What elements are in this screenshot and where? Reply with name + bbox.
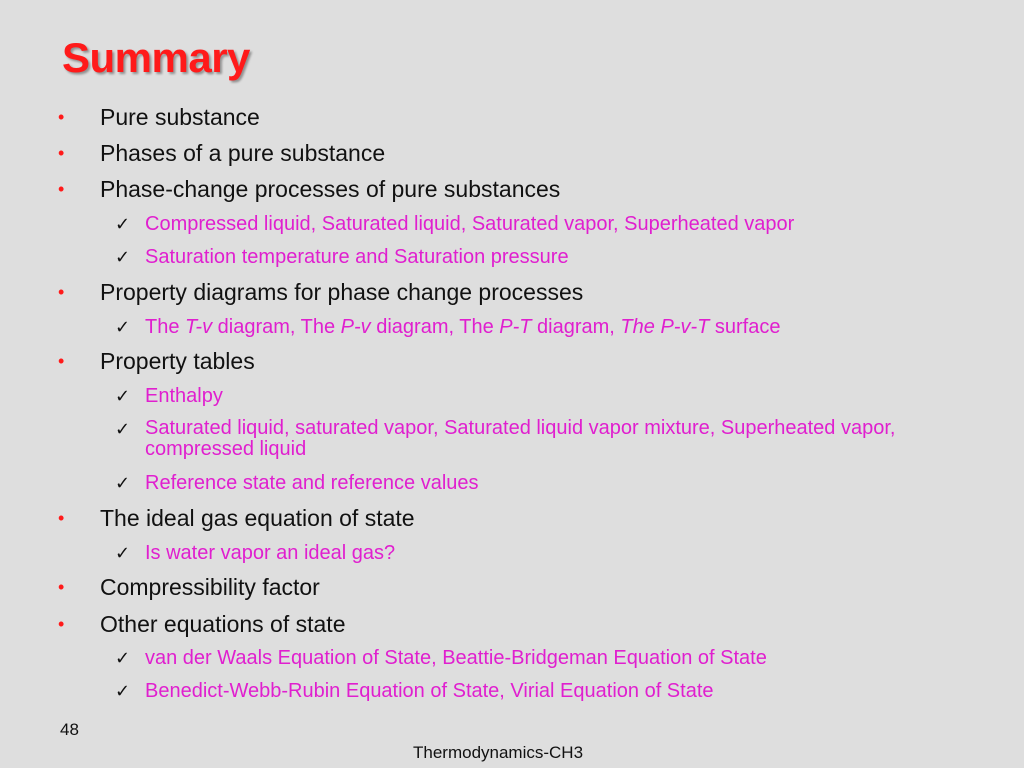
text-run-italic: The P-v-T	[620, 316, 710, 338]
text-run: surface	[709, 316, 781, 338]
bullet-text: Property diagrams for phase change processes	[100, 279, 584, 305]
bullet-marker: •	[58, 614, 65, 634]
bullet-marker: •	[58, 107, 65, 127]
page-number: 48	[60, 720, 79, 739]
bullet-marker: •	[58, 508, 65, 528]
text-run: diagram, The	[370, 316, 500, 338]
bullet-text: Other equations of state	[100, 611, 346, 637]
checkmark-icon: ✓	[115, 648, 131, 668]
sub-bullet-text: Is water vapor an ideal gas?	[145, 542, 396, 564]
bullet-text: The ideal gas equation of state	[100, 505, 415, 531]
sub-bullet-text: Saturated liquid, saturated vapor, Saturated liquid vapor mixture, Superheated vapor, compressed liquid	[145, 417, 896, 460]
bullet-marker: •	[58, 577, 65, 597]
checkmark-icon: ✓	[115, 214, 131, 234]
checkmark-icon: ✓	[115, 681, 131, 701]
bullet-text: Phases of a pure substance	[100, 140, 386, 166]
sub-bullet-text: Benedict-Webb-Rubin Equation of State, Virial Equation of State	[145, 680, 714, 702]
checkmark-icon: ✓	[115, 247, 131, 267]
bullet-text: Compressibility factor	[100, 574, 320, 600]
bullet-marker: •	[58, 282, 65, 302]
text-run: diagram, The	[212, 316, 341, 338]
bullet-marker: •	[58, 143, 65, 163]
text-run-italic: P-v	[340, 316, 371, 338]
text-run-italic: P-T	[499, 316, 532, 338]
sub-bullet-text: Saturation temperature and Saturation pressure	[145, 246, 569, 268]
bullet-marker: •	[58, 179, 65, 199]
sub-bullet-text: Enthalpy	[145, 385, 223, 407]
sub-bullet-text	[145, 316, 780, 339]
text-run: The	[145, 316, 186, 338]
sub-bullet-text: Reference state and reference values	[145, 472, 479, 494]
sub-bullet-text: van der Waals Equation of State, Beattie-Bridgeman Equation of State	[145, 647, 767, 669]
checkmark-icon: ✓	[115, 386, 131, 406]
sub-bullet-text: Compressed liquid, Saturated liquid, Saturated vapor, Superheated vapor	[145, 213, 795, 235]
text-run: diagram,	[531, 316, 621, 338]
text-run-italic: T-v	[185, 316, 213, 338]
bullet-text: Property tables	[100, 348, 255, 374]
slide-footer: Thermodynamics-CH3	[413, 743, 584, 762]
checkmark-icon: ✓	[115, 543, 131, 563]
checkmark-icon: ✓	[115, 473, 131, 493]
bullet-marker: •	[58, 351, 65, 371]
bullet-text: Phase-change processes of pure substances	[100, 176, 561, 202]
bullet-text: Pure substance	[100, 104, 260, 130]
checkmark-icon: ✓	[115, 419, 131, 439]
slide-title: Summary	[62, 34, 250, 81]
checkmark-icon: ✓	[115, 317, 131, 337]
